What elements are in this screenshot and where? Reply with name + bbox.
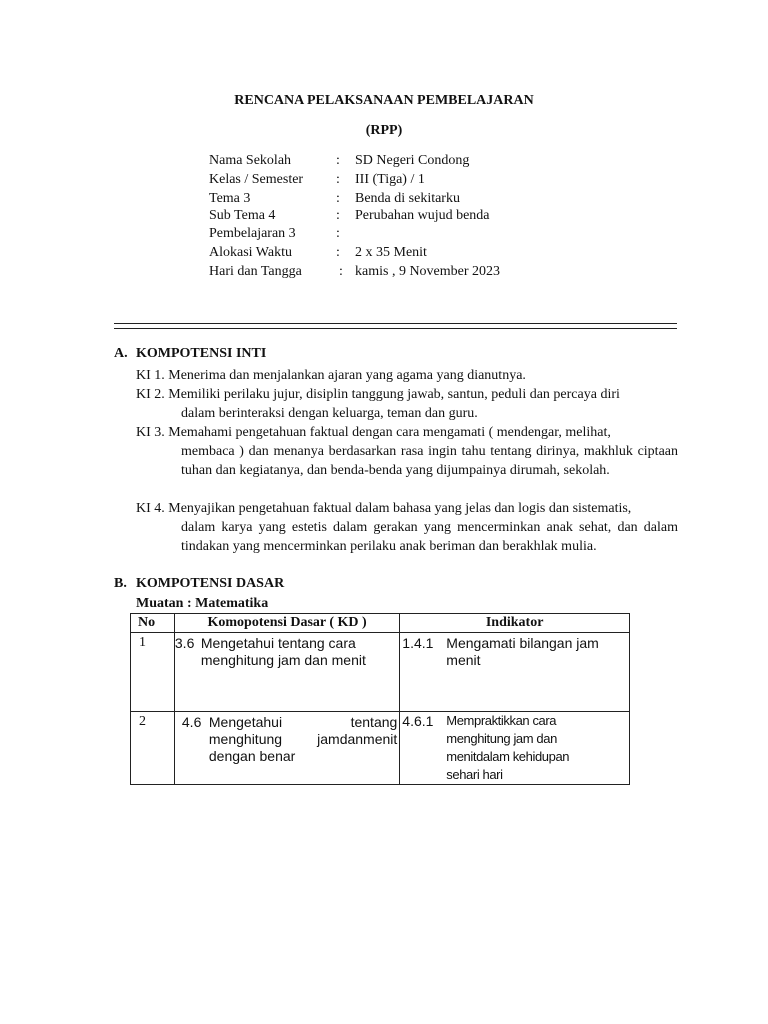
ki-item-1 [136, 366, 678, 385]
table-row [131, 633, 630, 712]
ki-item-4 [136, 499, 678, 556]
info-label: Hari dan Tangga [209, 264, 302, 279]
row-no: 1 [131, 633, 175, 712]
kd-text: Mengetahui tentang cara menghitung jam dan menit [200, 635, 366, 668]
info-value: Perubahan wujud benda [355, 208, 490, 223]
ki-continuation: dalam berinteraksi dengan keluarga, teman dan guru. [181, 406, 478, 421]
table-header-row [131, 614, 630, 633]
section-heading-a [114, 346, 266, 362]
ki-text: KI 3. Memahami pengetahuan faktual dengan cara mengamati ( mendengar, melihat, [136, 425, 611, 440]
section-letter: B. [114, 576, 127, 591]
section-letter: A. [114, 346, 128, 361]
info-value: 2 x 35 Menit [355, 245, 427, 260]
info-colon: : [336, 226, 340, 241]
row-indikator [400, 712, 630, 785]
ki-text: KI 1. Menerima dan menjalankan ajaran yang agama yang dianutnya. [136, 368, 526, 383]
ki-item-2 [136, 385, 678, 423]
info-label: Kelas / Semester [209, 172, 304, 187]
info-value: Benda di sekitarku [355, 191, 460, 206]
ki-text: KI 4. Menyajikan pengetahuan faktual dalam bahasa yang jelas dan logis dan sistematis, [136, 501, 632, 516]
document-subtitle: (RPP) [365, 123, 403, 138]
divider-line [114, 323, 677, 324]
info-colon: : [336, 208, 340, 223]
kd-table [130, 613, 630, 785]
row-kd [174, 712, 399, 785]
row-kd [174, 633, 399, 712]
ki-item-3 [136, 423, 678, 480]
info-value: kamis , 9 November 2023 [355, 264, 501, 279]
info-colon: : [336, 172, 340, 187]
kd-number: 4.6 [181, 714, 202, 730]
row-indikator [400, 633, 630, 712]
divider-line [114, 328, 677, 329]
info-label: Sub Tema 4 [209, 208, 276, 223]
row-no: 2 [131, 712, 175, 785]
info-label: Nama Sekolah [209, 153, 292, 168]
ki-text: KI 2. Memiliki perilaku jujur, disiplin tanggung jawab, santun, peduli dan percaya diri [136, 387, 620, 402]
info-value: III (Tiga) / 1 [355, 172, 425, 187]
section-title: KOMPOTENSI DASAR [136, 576, 285, 591]
indikator-number: 4.6.1 [402, 713, 434, 729]
indikator-text: Mengamati bilangan jam menit [446, 635, 599, 668]
subject-label: Muatan : Matematika [136, 596, 269, 611]
document-title: RENCANA PELAKSANAAN PEMBELAJARAN [234, 93, 534, 108]
kd-number: 3.6 [174, 635, 195, 651]
indikator-text: Mempraktikkan cara menghitung jam dan menitdalam kehidupan sehari hari [446, 713, 570, 782]
kd-text: Mengetahui tentang menghitung jamdanmenit dengan benar [208, 714, 398, 764]
ki-continuation: dalam karya yang estetis dalam gerakan yang mencerminkan anak sehat, dan dalam tindakan yang mencerminkan perilaku anak beriman dan berakhlak mulia. [181, 520, 678, 554]
info-colon: : [336, 191, 340, 206]
info-label: Pembelajaran 3 [209, 226, 296, 241]
info-label: Alokasi Waktu [209, 245, 292, 260]
header-indikator: Indikator [400, 614, 630, 633]
info-value: SD Negeri Condong [355, 153, 470, 168]
info-colon: : [336, 245, 340, 260]
section-heading-b [114, 576, 284, 592]
info-colon: : [336, 153, 340, 168]
header-no: No [131, 614, 175, 633]
info-label: Tema 3 [209, 191, 251, 206]
indikator-number: 1.4.1 [402, 635, 434, 651]
table-row [131, 712, 630, 785]
section-title: KOMPOTENSI INTI [136, 346, 267, 361]
header-kd: Komopotensi Dasar ( KD ) [174, 614, 399, 633]
ki-continuation: membaca ) dan menanya berdasarkan rasa ingin tahu tentang dirinya, makhluk ciptaan tuhan dan kegiatanya, dan benda-benda yang dijumpainya dirumah, sekolah. [181, 444, 678, 478]
info-colon: : [339, 264, 343, 279]
